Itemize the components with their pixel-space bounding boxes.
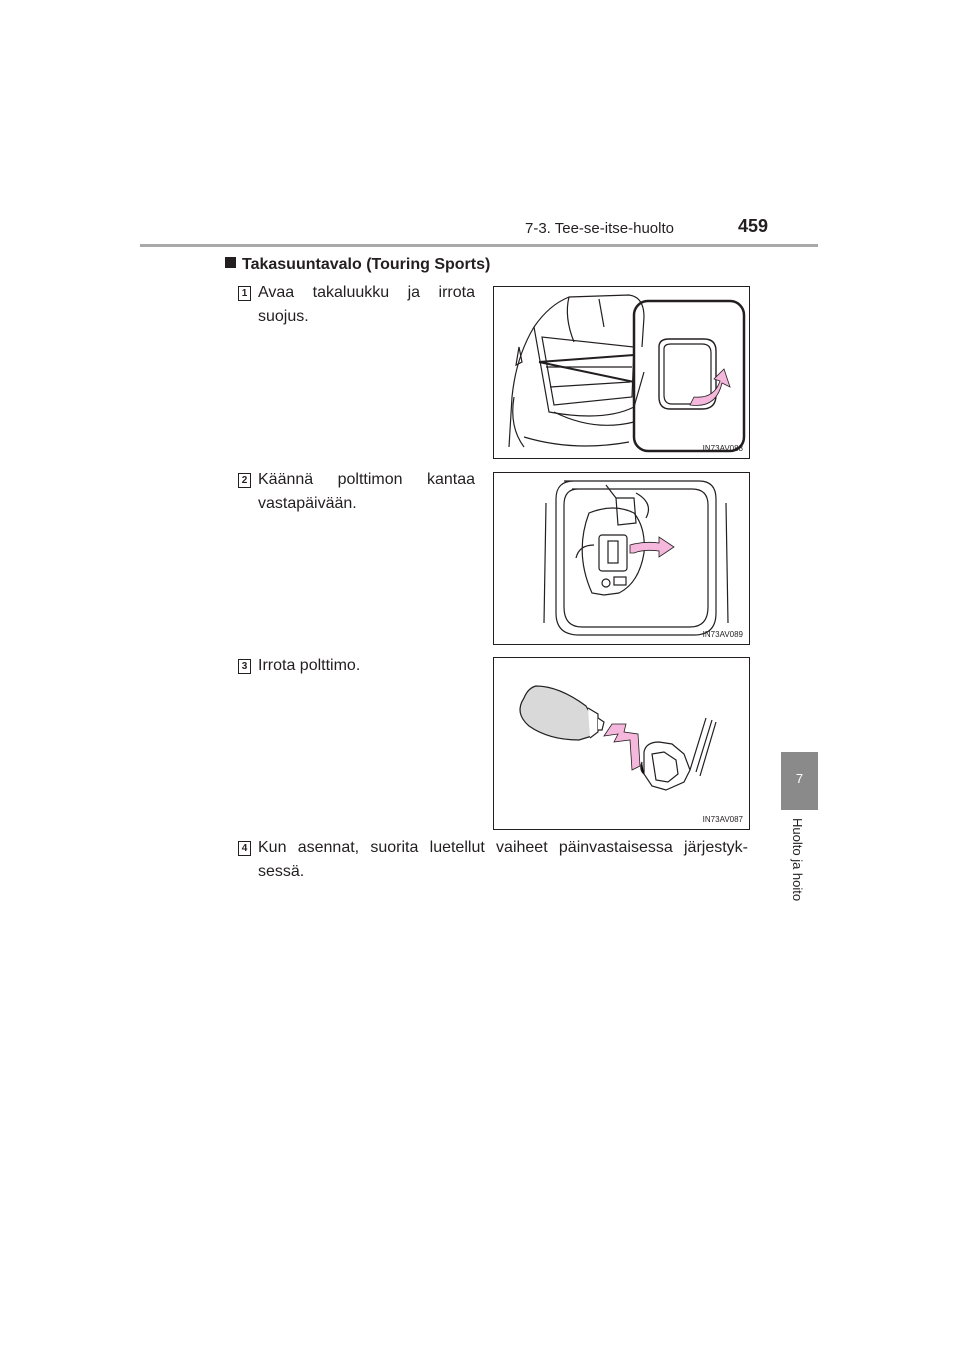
step-text-4: Kun asennat, suorita luetellut vaiheet päinvastaisessa järjestyk-sessä.	[258, 839, 748, 880]
step-number-1: 1	[238, 286, 251, 301]
figure-code: IN73AV089	[702, 630, 743, 639]
step-text-1: Avaa takaluukku ja irrota suojus.	[258, 284, 475, 325]
tailgate-illustration	[494, 287, 749, 458]
page-number: 459	[738, 216, 769, 236]
figure-rotate-socket	[493, 472, 750, 645]
figure-remove-bulb	[493, 657, 750, 830]
step-text-2: Käännä polttimon kantaa vastapäivään.	[258, 471, 475, 512]
section-heading	[225, 256, 490, 274]
chapter-number: 7	[795, 771, 804, 786]
section-heading-text: Takasuuntavalo (Touring Sports)	[242, 256, 491, 273]
rotation-arrow-icon	[630, 537, 674, 557]
step-number-3: 3	[238, 659, 251, 674]
chapter-title: Huolto ja hoito	[790, 818, 805, 902]
step-number-2: 2	[238, 473, 251, 488]
figure-code: IN73AV088	[702, 444, 743, 453]
step-text-3: Irrota polttimo.	[258, 657, 361, 674]
figure-code: IN73AV087	[702, 815, 743, 824]
square-bullet-icon	[225, 257, 236, 268]
bulb-illustration	[494, 658, 749, 829]
figure-open-tailgate	[493, 286, 750, 459]
running-header-section: 7-3. Tee-se-itse-huolto	[525, 220, 674, 237]
header-divider	[140, 244, 818, 247]
removal-arrow-icon	[604, 724, 640, 770]
socket-illustration	[494, 473, 749, 644]
rotation-arrow-icon	[690, 369, 730, 406]
step-number-4: 4	[238, 841, 251, 856]
